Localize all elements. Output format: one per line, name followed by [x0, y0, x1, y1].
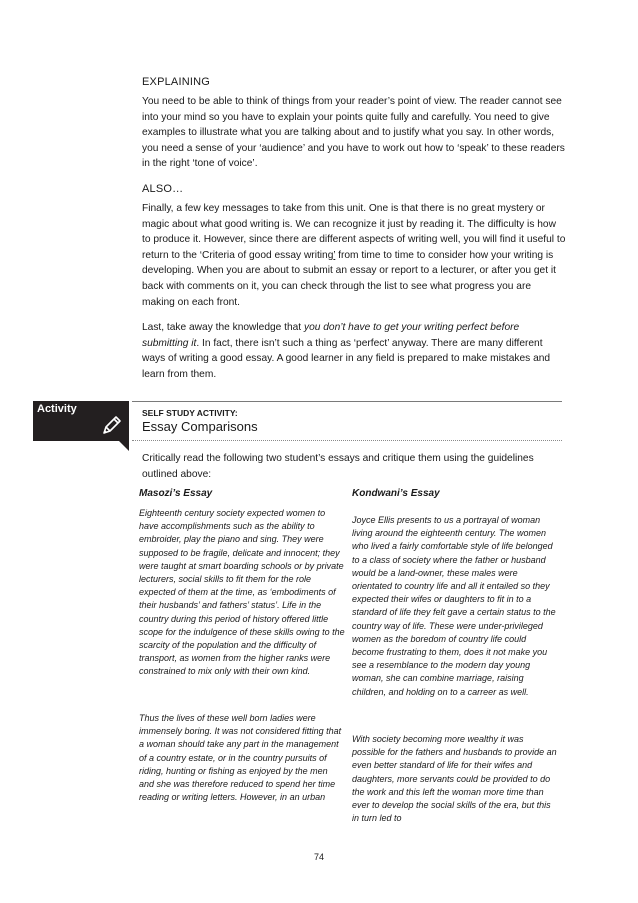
activity-top-rule	[132, 401, 562, 402]
activity-badge	[33, 401, 129, 441]
also-heading: ALSO…	[142, 183, 184, 195]
masozi-essay-heading: Masozi’s Essay	[139, 488, 213, 499]
also-paragraph-2-text: Last, take away the knowledge that	[142, 322, 304, 333]
explaining-paragraph: You need to be able to think of things from your reader’s point of view. The reader cannot see into your mind so you have to explain your points quite fully and carefully. You need to give examples to illustrate what you are talking about and to justify what you say. In other words, you need a sense of your ‘audience’ and you have to work out how to ‘speak’ to these readers in the right ‘tone of voice’.	[142, 96, 565, 170]
kondwani-essay-heading: Kondwani’s Essay	[352, 488, 440, 499]
activity-dotted-rule	[132, 440, 562, 441]
also-paragraph-2-emphasis: you don’t have to get your writing perfect before submitting it	[142, 322, 520, 349]
also-paragraph-1	[142, 201, 566, 310]
activity-title: Essay Comparisons	[142, 419, 258, 434]
masozi-essay-paragraph-1: Eighteenth century society expected women to have accomplishments such as the ability to embroider, play the piano and sing. They were supposed to be fragile, delicate and innocent; they were taught at smart boarding schools or by private lecturers, social skills to fit them for the role expected of them at the time, as ‘embodiments of their husbands’ and fathers’ status’. Life in the country during this period of history offered little scope for the indulgence of these skills owing to the scarcity of the population and the difficulty of transport, as women from the higher ranks were constrained to mix only with their own kind.	[139, 508, 345, 677]
pencil-icon	[99, 414, 123, 438]
activity-kicker: SELF STUDY ACTIVITY:	[142, 408, 238, 418]
also-paragraph-2-continued: . In fact, there isn’t such a thing as ‘perfect’ anyway. There are many different ways of writing a good essay. A good learner in any field is prepared to make mistakes and learn from them.	[142, 337, 551, 380]
kondwani-essay-paragraph-1: Joyce Ellis presents to us a portrayal of woman living around the eighteenth century. The women who lived a fairly comfortable style of life belonged to a class of society where the father or husband would be a land-owner, these males were orientated to country life and all it entailed so they expected their wifes or daughters to fit in to a standard of life they felt gave a certain status to the country way of life. These were under-privileged women as the boredom of country life could become frustrating to them, does it not make you see a resemblance to the modern day young woman, she can combine marriage, raising children, and holding on to a carreer as well.	[352, 515, 556, 697]
kondwani-essay-paragraph-2: With society becoming more wealthy it was possible for the fathers and husbands to provide an even better standard of life for their wifes and daughters, more servants could be provided to do the work and this left the woman more time than ever to develop the social skills of the era, but this in turn led to	[352, 734, 557, 824]
masozi-essay-paragraph-2: Thus the lives of these well born ladies were immensely boring. It was not considered fitting that a woman should take any part in the management of a country estate, or in the country pursuits of riding, hunting or fishing as enjoyed by the men and she was therefore reduced to spend her time reading or writing letters. However, in an urban	[139, 713, 342, 803]
also-paragraph-2	[142, 320, 566, 382]
activity-instructions: Critically read the following two student’s essays and critique them using the guidelines outlined above:	[142, 453, 534, 480]
also-paragraph-1-text: Finally, a few key messages to take from this unit. One is that there is no great mystery or magic about what good writing is. We can recognize it just by reading it. The difficulty is how to produce it. However, since there are different aspects of writing well, you will find it useful to return to the ‘Criteria of good essay writing	[142, 203, 566, 261]
page-number: 74	[313, 852, 324, 862]
criteria-reference-mark: ’	[333, 249, 336, 261]
also-paragraph-1-continued: from time to time to consider how your writing is developing. When you are about to submit an essay or report to a lecturer, or after you get it back with comments on it, you can check through the list to see what progress you are making on each front.	[142, 249, 556, 308]
activity-badge-label: Activity	[37, 403, 77, 415]
explaining-heading: EXPLAINING	[142, 76, 211, 88]
